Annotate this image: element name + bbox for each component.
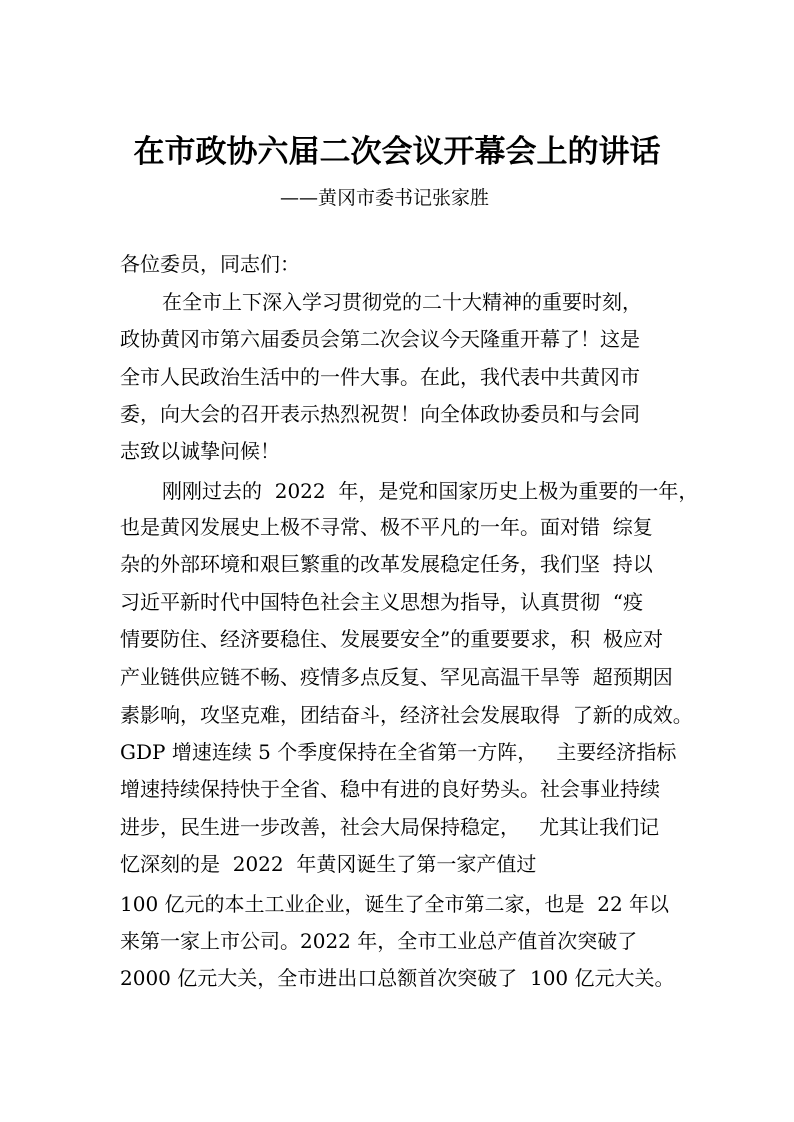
body-line: 志致以诚挚问候！ <box>120 439 280 463</box>
body-line: 来第一家上市公司。2022 年，全市工业总产值首次突破了 <box>120 929 638 953</box>
body-line: 素影响，攻坚克难，团结奋斗，经济社会发展取得 了新的成效。 <box>120 703 693 727</box>
document-subtitle: ——黄冈市委书记张家胜 <box>280 187 490 209</box>
body-line: 政协黄冈市第六届委员会第二次会议今天隆重开幕了！这是 <box>120 327 640 351</box>
body-line: 委，向大会的召开表示热烈祝贺！向全体政协委员和与会同 <box>120 402 640 426</box>
body-line: 也是黄冈发展史上极不寻常、极不平凡的一年。面对错 综复 <box>120 515 653 539</box>
body-line: 忆深刻的是 2022 年黄冈诞生了第一家产值过 <box>120 852 537 876</box>
body-line: 习近平新时代中国特色社会主义思想为指导，认真贯彻 “疫 <box>120 590 643 614</box>
body-line: 增速持续保持快于全省、稳中有进的良好势头。社会事业持续 <box>120 777 660 801</box>
body-line: 100 亿元的本土工业企业，诞生了全市第二家，也是 22 年以 <box>120 892 670 916</box>
body-line: 在全市上下深入学习贯彻党的二十大精神的重要时刻， <box>162 290 642 314</box>
body-line: 刚刚过去的 2022 年，是党和国家历史上极为重要的一年， <box>162 479 699 503</box>
body-line: 全市人民政治生活中的一件大事。在此，我代表中共黄冈市 <box>120 365 640 389</box>
body-line: 2000 亿元大关，全市进出口总额首次突破了 100 亿元大关。 <box>120 966 675 990</box>
salutation: 各位委员，同志们： <box>120 252 300 276</box>
body-line: 杂的外部环境和艰巨繁重的改革发展稳定任务，我们坚 持以 <box>120 552 653 576</box>
body-line: 情要防住、经济要稳住、发展要安全”的重要要求，积 极应对 <box>120 627 663 651</box>
body-line: 产业链供应链不畅、疫情多点反复、罕见高温干旱等 超预期因 <box>120 665 673 689</box>
document-title: 在市政协六届二次会议开幕会上的讲话 <box>133 134 661 170</box>
body-line: 进步，民生进一步改善，社会大局保持稳定， 尤其让我们记 <box>120 815 660 839</box>
body-line: GDP 增速连续 5 个季度保持在全省第一方阵， 主要经济指标 <box>120 740 677 764</box>
